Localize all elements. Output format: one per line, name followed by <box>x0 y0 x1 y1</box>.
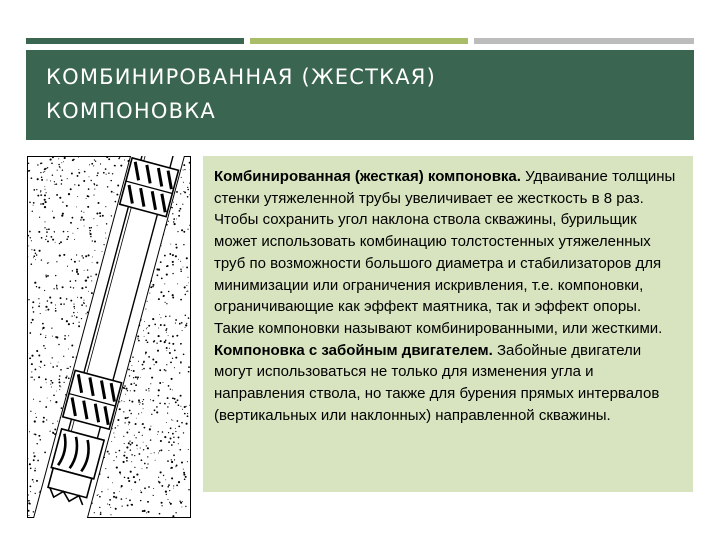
title-band <box>26 50 694 140</box>
paragraph-text: Забойные двигатели могут использоваться не только для изменения угла и направления ствола, но также для бурения прямых интервалов (вертикальных или наклонных) направленной скважины. <box>214 341 660 424</box>
paragraph-text: Удваивание толщины стенки утяжеленной трубы увеличивает ее жесткость в 8 раз. Чтобы сохранить угол наклона ствола скважины, бурильщик может использовать комбинацию толстостенных утяжеленных труб по возможности большого диаметра и стабилизаторов для минимизации или ограничения искривления, т.е. компоновки, ограничивающие как эффект маятника, так и эффект опоры. Такие компоновки называют комбинированными, или жесткими. <box>214 168 676 337</box>
accent-bar-dark <box>26 38 244 44</box>
paragraph-lead: Комбинированная (жесткая) компоновка. <box>214 168 521 185</box>
description-text-box <box>203 156 693 492</box>
accent-bar-gray <box>474 38 694 44</box>
paragraph-lead: Компоновка с забойным двигателем. <box>214 341 493 359</box>
paragraph-combined-assembly <box>214 166 683 340</box>
paragraph-downhole-motor <box>214 340 683 427</box>
slide-title: КОМБИНИРОВАННАЯ (ЖЕСТКАЯ) КОМПОНОВКА <box>46 65 436 123</box>
accent-bar-green <box>250 38 468 44</box>
drill-string-illustration <box>27 156 191 518</box>
